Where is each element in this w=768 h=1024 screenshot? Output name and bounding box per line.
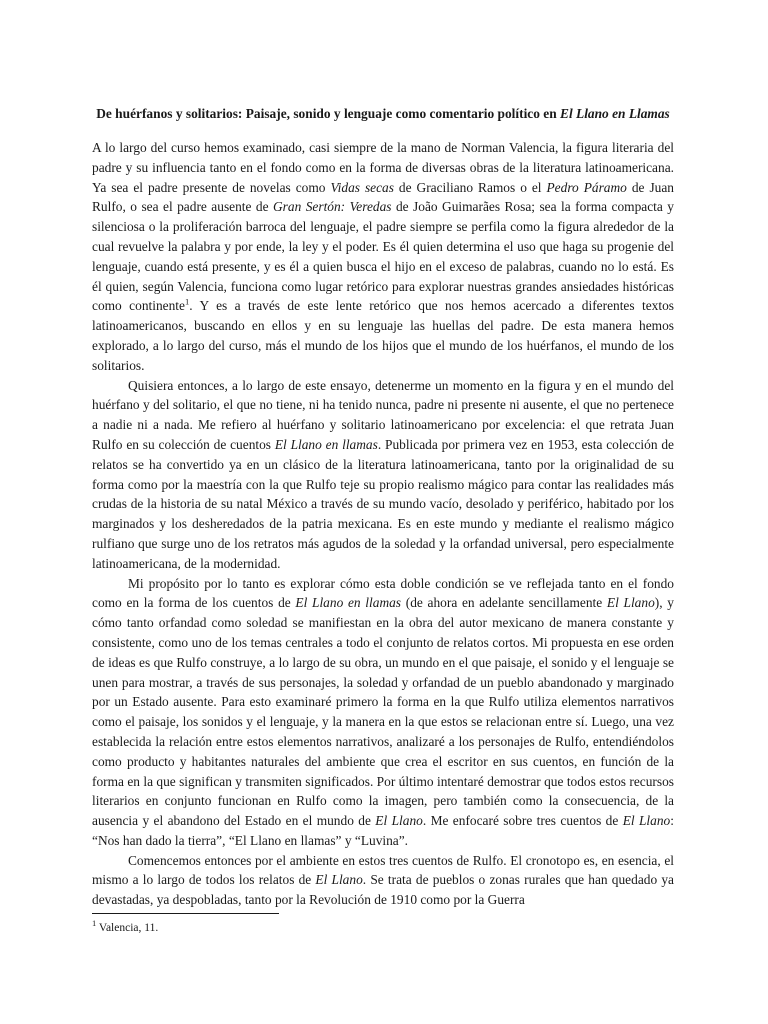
text-run: . Se trata de pueblos o zonas rurales que han quedado ya devastadas, ya despobladas, tanto por la Revolución de 1910 como por la Guerra (92, 872, 674, 908)
document-body (92, 104, 674, 910)
italic-title-run: El Llano (622, 813, 671, 829)
paragraph-2 (92, 376, 674, 574)
text-run: . Publicada por primera vez en 1953, esta colección de relatos se ha convertido ya en un clásico de la literatura latinoamericana, tanto por la originalidad de su forma como por la maestría con la que Rulfo teje su propio realismo mágico para contar las realidades más crudas de la historia de su natal México a través de su mundo vacío, desolado y periférico, habitado por los marginados y los desheredados de la patria mexicana. Es en este mundo y mediante el realismo mágico rulfiano que surge uno de los retratos más agudos de la soledad y la orfandad universal, pero especialmente latinoamericana, de la modernidad. (92, 436, 674, 571)
italic-title-run: El Llano (375, 813, 423, 829)
footnote-number: 1 (92, 918, 97, 929)
italic-title-run: Vidas secas (330, 179, 394, 195)
paragraph-4 (92, 851, 674, 910)
text-run: . Y es a través de este lente retórico que nos hemos acercado a diferentes textos latinoamericanos, buscando en ellos y en su lenguaje las huellas del padre. De esta manera hemos explorado, a lo largo del curso, más el mundo de los hijos que el mundo de los huérfanos, el mundo de los solitarios. (92, 298, 674, 373)
italic-title-run: El Llano (606, 595, 655, 611)
essay-paragraphs (92, 138, 674, 910)
text-run: . Me enfocaré sobre tres cuentos de (422, 813, 623, 829)
text-run: de Juan Rulfo, o sea el padre ausente de (92, 179, 674, 215)
text-run: ), y cómo tanto orfandad como soledad se manifiestan en la obra del autor mexicano de manera constante y consistente, como uno de los temas centrales a todo el conjunto de relatos cortos. Mi propuesta en ese orden de ideas es que Rulfo construye, a lo largo de su obra, un mundo en el que paisaje, el sonido y el lenguaje se unen para mostrar, a través de sus personajes, la soledad y orfandad de un pueblo abandonado y marginado por un Estado ausente. Para esto examinaré primero la forma en la que Rulfo utiliza elementos narrativos como el paisaje, los sonidos y el lenguaje, y la manera en la que estos se relacionan entre sí. Luego, una vez establecida la relación entre estos elementos narrativos, analizaré a los personajes de Rulfo, entendiéndolos como producto y habitantes naturales del ambiente que crea el escritor en sus cuentos, en función de la forma en la que significan y transmiten significados. Por último intentaré demostrar que todos estos recursos literarios en conjunto funcionan en Rulfo como la imagen, pero también como la consecuencia, de la ausencia y el abandono del Estado en el mundo de (92, 595, 674, 829)
essay-title-main: De huérfanos y solitarios: Paisaje, sonido y lenguaje como comentario político en (96, 106, 561, 121)
essay-title (92, 104, 674, 123)
text-run: A lo largo del curso hemos examinado, casi siempre de la mano de Norman Valencia, la figura literaria del padre y su influencia tanto en el fondo como en la forma de diversas obras de la literatura latinoamericana. Ya sea el padre presente de novelas como (92, 140, 674, 195)
italic-title-run: Gran Sertón: Veredas (273, 199, 392, 215)
italic-title-run: El Llano en llamas (295, 595, 402, 611)
footnote-text: Valencia, 11. (96, 922, 159, 934)
italic-title-run: El Llano (315, 872, 363, 888)
text-run: : “Nos han dado la tierra”, “El Llano en llamas” y “Luvina”. (92, 813, 674, 848)
text-run: de Graciliano Ramos o el (393, 179, 547, 195)
text-run: de João Guimarães Rosa; sea la forma compacta y silenciosa o la proliferación barroca del lenguaje, el padre siempre se perfila como la figura alrededor de la cual revuelve la palabra y por ende, la ley y el poder. Es él quien determina el uso que haga su progenie del lenguaje, cuando está presente, y es él a quien busca el hijo en el exceso de palabras, cuando no lo está. Es él quien, según Valencia, funciona como lugar retórico para explorar nuestras grandes ansiedades históricas como continente (92, 199, 674, 314)
footnote-reference: 1 (184, 296, 190, 307)
paragraph-3 (92, 574, 674, 851)
footnote (92, 920, 158, 936)
text-run: Comencemos entonces por el ambiente en estos tres cuentos de Rulfo. El cronotopo es, en esencia, el mismo a lo largo de todos los relatos de (92, 852, 674, 888)
text-run: Quisiera entonces, a lo largo de este ensayo, detenerme un momento en la figura y en el mundo del huérfano y del solitario, el que no tiene, ni ha tenido nunca, padre ni presente ni ausente, el que no pertenece a nadie ni a nada. Me refiero al huérfano y solitario latinoamericano por excelencia: el que retrata Juan Rulfo en su colección de cuentos (92, 377, 674, 452)
paragraph-1 (92, 138, 674, 376)
footnote-separator (92, 913, 279, 914)
essay-title-italic: El Llano en Llamas (560, 106, 670, 121)
text-run: (de ahora en adelante sencillamente (401, 595, 607, 611)
italic-title-run: El Llano en llamas (274, 436, 378, 452)
text-run: Mi propósito por lo tanto es explorar cómo esta doble condición se ve reflejada tanto en el fondo como en la forma de los cuentos de (92, 575, 674, 611)
italic-title-run: Pedro Páramo (546, 179, 627, 195)
